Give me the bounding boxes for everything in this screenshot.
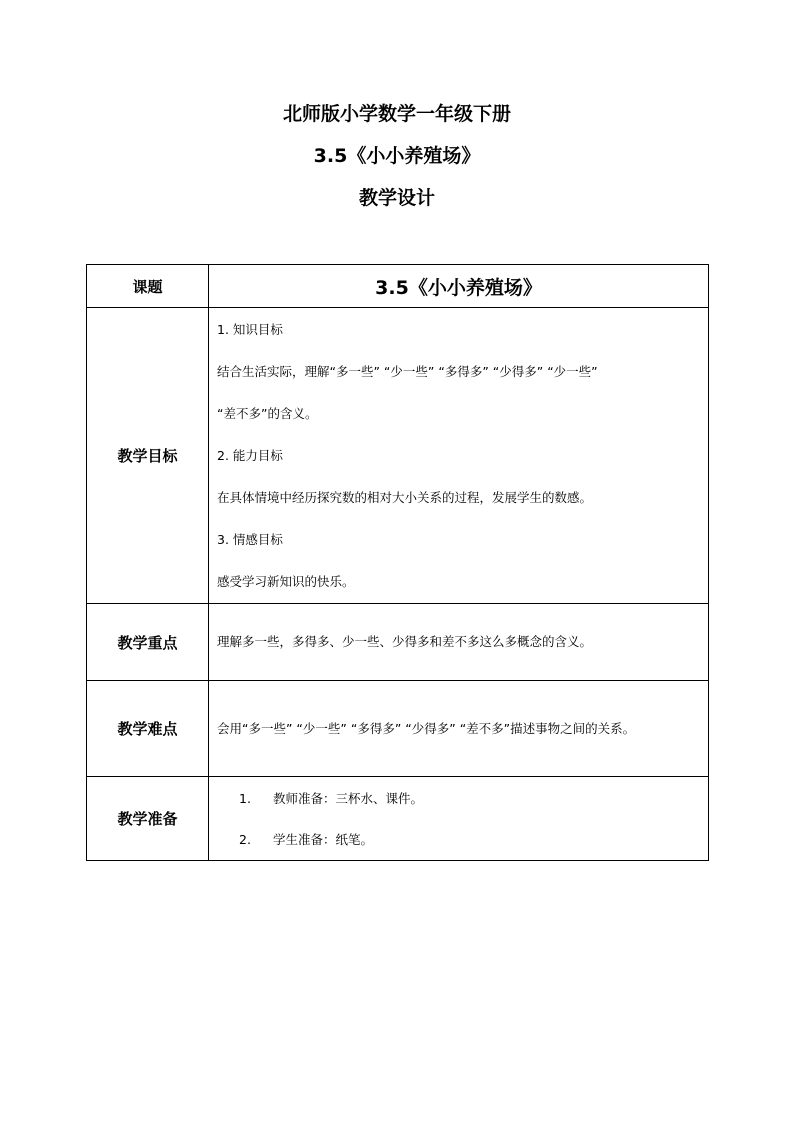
table-row-goals: [87, 308, 709, 604]
goal-line: 结合生活实际，理解“多一些” “少一些” “多得多” “少得多” “少一些”: [217, 363, 598, 379]
goals-label: 教学目标: [87, 308, 209, 604]
preparation-item-number: 1.: [239, 790, 251, 806]
goal-line: 在具体情境中经历探究数的相对大小关系的过程，发展学生的数感。: [217, 489, 593, 505]
preparation-label: 教学准备: [87, 777, 209, 861]
goal-line: 3. 情感目标: [217, 531, 283, 547]
topic-value: 3.5《小小养殖场》: [209, 265, 709, 308]
difficulties-text: 会用“多一些” “少一些” “多得多” “少得多” “差不多”描述事物之间的关系。: [217, 720, 636, 736]
preparation-item-text: 教师准备：三杯水、课件。: [273, 790, 424, 806]
document-subtitle: 教学设计: [358, 187, 435, 209]
table-row-preparation: [87, 777, 709, 861]
lesson-title: 3.5《小小养殖场》: [313, 145, 481, 167]
difficulties-content: [209, 681, 709, 777]
preparation-item: [217, 778, 702, 819]
difficulties-label: 教学难点: [87, 681, 209, 777]
key-points-label: 教学重点: [87, 604, 209, 681]
goal-line: “差不多”的含义。: [217, 405, 318, 421]
table-row-topic: [87, 265, 709, 308]
topic-label: 课题: [87, 265, 209, 308]
document-header: [0, 104, 794, 230]
document-title: 北师版小学数学一年级下册: [282, 103, 511, 125]
table-row-key-points: [87, 604, 709, 681]
goal-line: 2. 能力目标: [217, 447, 283, 463]
preparation-item-number: 2.: [239, 831, 251, 847]
preparation-content: [209, 777, 709, 861]
preparation-item-text: 学生准备：纸笔。: [273, 831, 374, 847]
goals-content: [209, 308, 709, 604]
table-row-difficulties: [87, 681, 709, 777]
key-points-content: [209, 604, 709, 681]
lesson-plan-table: [86, 264, 709, 861]
key-points-text: 理解多一些，多得多、少一些、少得多和差不多这么多概念的含义。: [217, 634, 593, 649]
goal-line: 1. 知识目标: [217, 321, 283, 337]
preparation-item: [217, 819, 702, 860]
goal-line: 感受学习新知识的快乐。: [217, 573, 355, 589]
